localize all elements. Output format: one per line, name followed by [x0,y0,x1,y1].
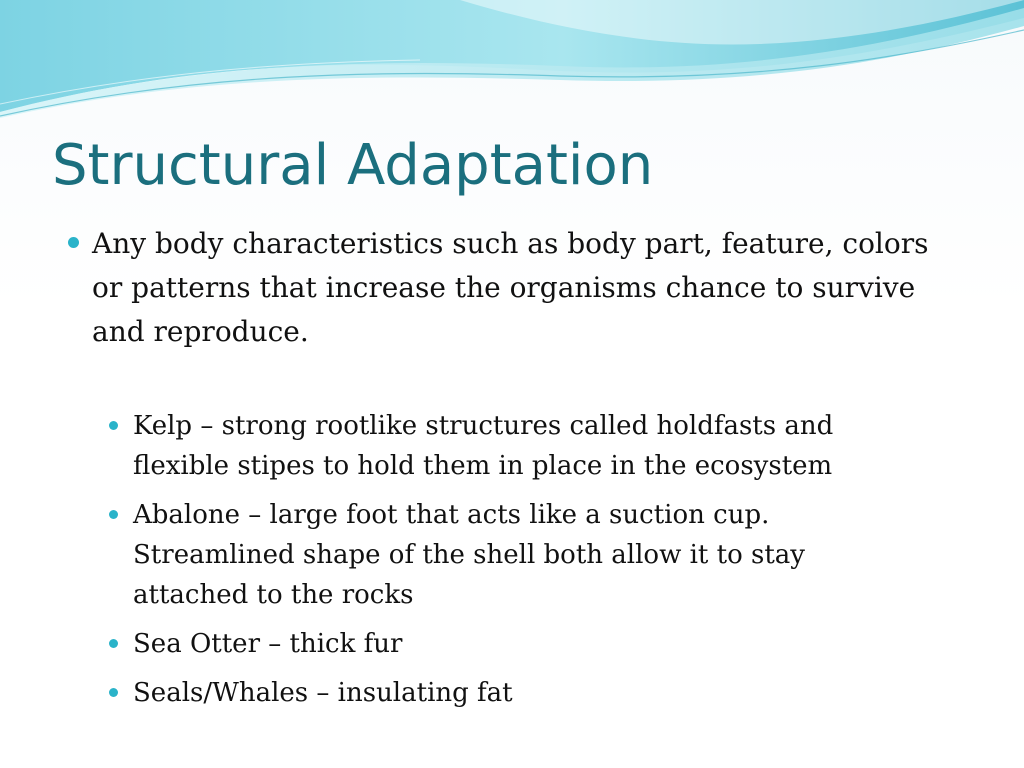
bullet-dot-icon [68,237,79,248]
bullet-dot-icon [109,688,118,697]
sub-bullet-list [66,406,966,713]
header-wave-decoration [0,0,1024,130]
slide-content [66,222,966,722]
main-bullet [66,222,952,354]
sub-bullet-text: Kelp – strong rootlike structures called holdfasts and flexible stipes to hold them in place in the ecosystem [133,411,834,481]
sub-bullet-abalone [108,495,913,615]
sub-bullet-sea-otter [108,624,913,664]
bullet-dot-icon [109,639,118,648]
bullet-dot-icon [109,510,118,519]
sub-bullet-text: Seals/Whales – insulating fat [133,678,513,708]
main-bullet-text: Any body characteristics such as body part, feature, colors or patterns that increase the organisms chance to survive and reproduce. [92,227,929,348]
sub-bullet-kelp [108,406,913,486]
bullet-dot-icon [109,421,118,430]
sub-bullet-seals-whales [108,673,913,713]
sub-bullet-text: Abalone – large foot that acts like a suction cup. Streamlined shape of the shell both allow it to stay attached to the rocks [133,500,805,610]
slide-title: Structural Adaptation [52,133,654,198]
sub-bullet-text: Sea Otter – thick fur [133,629,403,659]
